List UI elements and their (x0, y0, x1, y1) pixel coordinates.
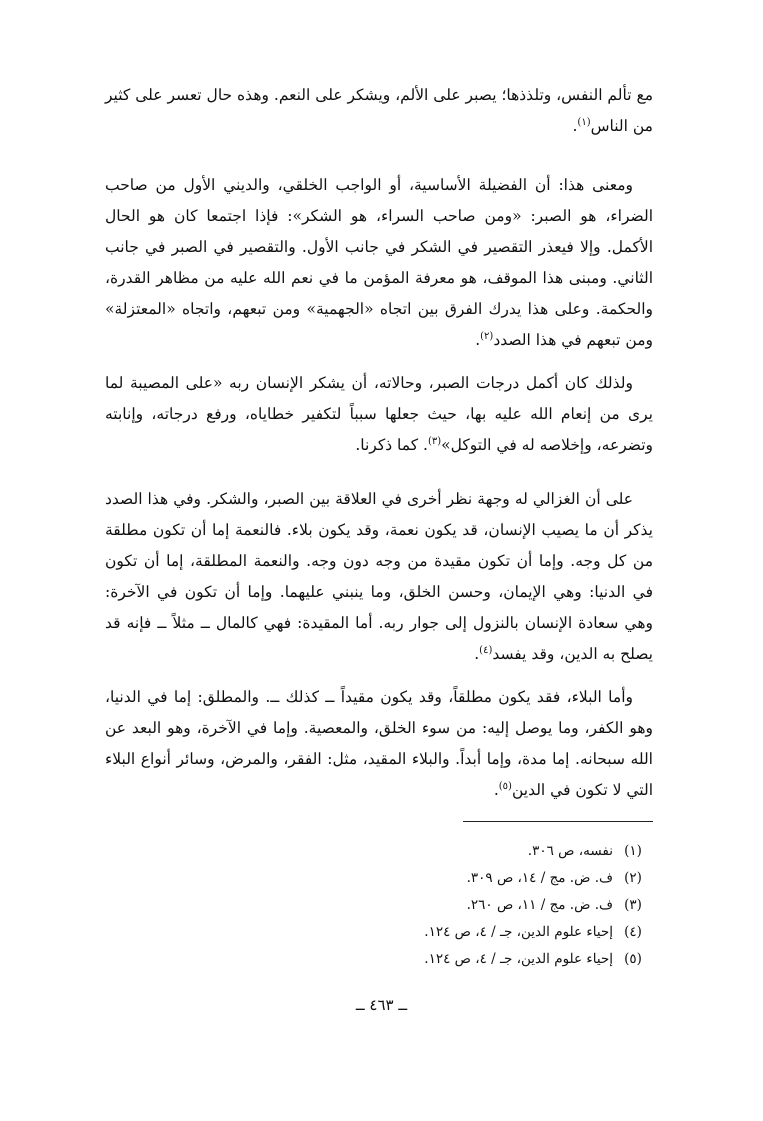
paragraph-1-text: مع تألم النفس، وتلذذها؛ يصبر على الألم، ويشكر على النعم. وهذه حال تعسر على كثير من الناس (105, 86, 653, 135)
footnote-ref-2: (٢) (480, 330, 494, 342)
paragraph-4-tail: . (474, 645, 480, 663)
paragraph-5-tail: . (493, 781, 499, 799)
paragraph-3-tail: . كما ذكرنا. (355, 436, 428, 454)
footnote-text: إحياء علوم الدين، جـ / ٤، ص ١٢٤. (424, 924, 613, 940)
footnote-text: ف. ض. مج / ١١، ص ٢٦٠. (466, 897, 613, 913)
footnote-number: (٣) (624, 897, 642, 913)
footnote-ref-3: (٣) (427, 435, 442, 447)
footnote-item (105, 946, 653, 973)
footnote-number: (٢) (624, 870, 642, 886)
paragraph-5-text: وأما البلاء، فقد يكون مطلقاً، وقد يكون مقيداً ــ كذلك ــ. والمطلق: إما في الدنيا، وهو الكفر، وما يوصل إليه: من سوء الخلق، والمعصية. وإما في الآخرة، وهو البعد عن الله سبحانه. إما مدة، وإما أبداً. والبلاء المقيد، مثل: الفقر، والمرض، وسائر أنواع البلاء التي لا تكون في الدين (105, 688, 653, 799)
footnote-item (105, 865, 653, 892)
footnote-number: (١) (624, 843, 642, 859)
paragraph-3-text: ولذلك كان أكمل درجات الصبر، وحالاته، أن يشكر الإنسان ربه «على المصيبة لما يرى من إنعام الله عليه بها، حيث جعلها سبباً لتكفير خطاياه، ورفع درجاته، وإنابته وتضرعه، وإخلاصه له في التوكل» (105, 374, 653, 454)
footnote-item (105, 919, 653, 946)
footnote-number: (٤) (624, 924, 642, 940)
paragraph-4-text: على أن الغزالي له وجهة نظر أخرى في العلاقة بين الصبر، والشكر. وفي هذا الصدد يذكر أن ما يصيب الإنسان، قد يكون نعمة، وقد يكون بلاء. فالنعمة إما أن تكون مطلقة من كل وجه. وإما أن تكون مقيدة من وجه دون وجه. والنعمة المطلقة، إما أن تكون في الدنيا: وهي الإيمان، وحسن الخلق، وما ينبني عليهما. وإما أن تكون في الآخرة: وهي سعادة الإنسان بالنزول إلى جوار ربه. أما المقيدة: فهي كالمال ــ مثلاً ــ فإنه قد يصلح به الدين، وقد يفسد (105, 490, 653, 663)
paragraph-4 (105, 484, 653, 670)
paragraph-1 (105, 80, 653, 142)
footnote-ref-1: (١) (577, 116, 591, 128)
footnote-item (105, 838, 653, 865)
paragraph-2-tail: . (475, 331, 481, 349)
footnotes-list (105, 838, 653, 973)
footnote-text: إحياء علوم الدين، جـ / ٤، ص ١٢٤. (424, 951, 613, 967)
footnote-item (105, 892, 653, 919)
paragraph-3 (105, 368, 653, 461)
page-number: ــ ٤٦٣ ــ (355, 996, 408, 1014)
footnote-text: ف. ض. مج / ١٤، ص ٣٠٩. (466, 870, 613, 886)
paragraph-2 (105, 170, 653, 356)
paragraph-1-tail: . (572, 117, 578, 135)
footnote-number: (٥) (624, 951, 642, 967)
paragraph-5 (105, 682, 653, 806)
footnote-separator (463, 821, 653, 822)
footnote-ref-4: (٤) (479, 644, 493, 656)
footnote-text: نفسه، ص ٣٠٦. (527, 843, 613, 859)
paragraph-2-text: ومعنى هذا: أن الفضيلة الأساسية، أو الواجب الخلقي، والديني الأول من صاحب الضراء، هو الصبر: «ومن صاحب السراء، هو الشكر»: فإذا اجتمعا كان هو الحال الأكمل. وإلا فيعذر التقصير في الشكر في جانب الأول. والتقصير في الصبر في جانب الثاني. ومبنى هذا الموقف، هو معرفة المؤمن ما في نعم الله عليه من مظاهر القدرة، والحكمة. وعلى هذا يدرك الفرق بين اتجاه «الجهمية» ومن تبعهم، واتجاه «المعتزلة» ومن تبعهم في هذا الصدد (105, 176, 653, 349)
footnote-ref-5: (٥) (498, 780, 512, 792)
